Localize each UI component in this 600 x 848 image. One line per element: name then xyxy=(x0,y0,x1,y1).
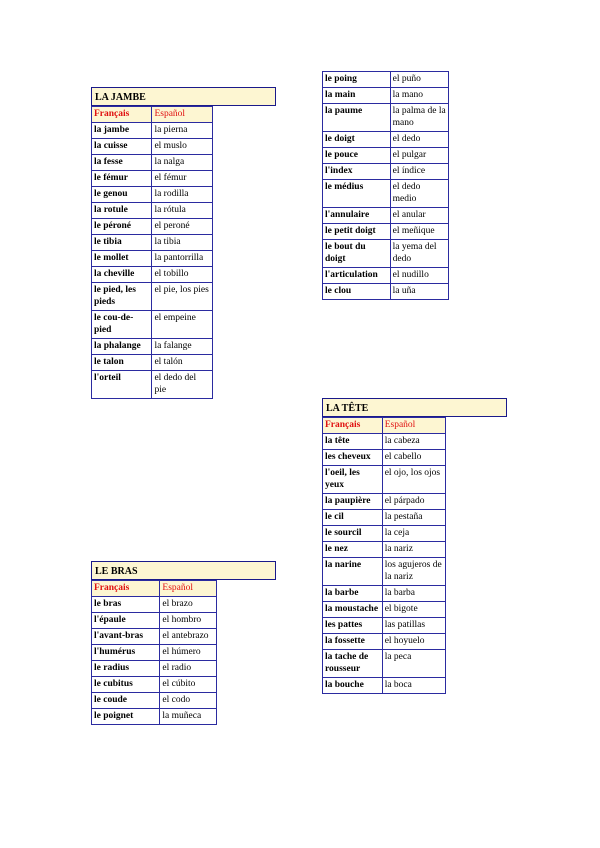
spanish-term: el peroné xyxy=(152,219,213,235)
table-row xyxy=(92,613,217,629)
french-term: le cil xyxy=(323,510,383,526)
section-title: LA JAMBE xyxy=(91,87,276,106)
french-term: la paume xyxy=(323,104,391,132)
french-term: l'humérus xyxy=(92,645,160,661)
section-tete xyxy=(322,398,507,694)
table-row xyxy=(323,450,446,466)
spanish-term: el puño xyxy=(390,72,448,88)
table-row xyxy=(323,494,446,510)
table-row xyxy=(323,586,446,602)
spanish-term: el anular xyxy=(390,208,448,224)
spanish-term: el dedo medio xyxy=(390,180,448,208)
spanish-term: el codo xyxy=(160,693,217,709)
table-row xyxy=(323,542,446,558)
table-row xyxy=(323,510,446,526)
french-term: le poing xyxy=(323,72,391,88)
spanish-term: el meñique xyxy=(390,224,448,240)
french-term: la phalange xyxy=(92,339,152,355)
spanish-term: los agujeros de la nariz xyxy=(382,558,445,586)
table-row xyxy=(323,268,449,284)
table-row xyxy=(92,219,213,235)
section-title: LE BRAS xyxy=(91,561,276,580)
french-term: l'annulaire xyxy=(323,208,391,224)
french-term: la cuisse xyxy=(92,139,152,155)
french-term: le coude xyxy=(92,693,160,709)
spanish-term: la palma de la mano xyxy=(390,104,448,132)
french-term: la tache de rousseur xyxy=(323,650,383,678)
spanish-term: el nudillo xyxy=(390,268,448,284)
table-row xyxy=(323,148,449,164)
table-row xyxy=(92,311,213,339)
french-term: le sourcil xyxy=(323,526,383,542)
table-row xyxy=(92,629,217,645)
french-term: les pattes xyxy=(323,618,383,634)
french-term: la narine xyxy=(323,558,383,586)
french-term: la barbe xyxy=(323,586,383,602)
french-term: le pouce xyxy=(323,148,391,164)
header-francais: Français xyxy=(92,581,160,597)
table-row xyxy=(92,355,213,371)
spanish-term: el índice xyxy=(390,164,448,180)
french-term: le clou xyxy=(323,284,391,300)
table-row xyxy=(92,283,213,311)
spanish-term: la barba xyxy=(382,586,445,602)
table-row xyxy=(323,208,449,224)
table-row xyxy=(323,72,449,88)
french-term: le radius xyxy=(92,661,160,677)
header-francais: Français xyxy=(323,418,383,434)
table-row xyxy=(92,155,213,171)
french-term: le cubitus xyxy=(92,677,160,693)
french-term: le talon xyxy=(92,355,152,371)
spanish-term: la falange xyxy=(152,339,213,355)
french-term: l'avant-bras xyxy=(92,629,160,645)
spanish-term: la yema del dedo xyxy=(390,240,448,268)
french-term: la main xyxy=(323,88,391,104)
french-term: l'épaule xyxy=(92,613,160,629)
vocab-table xyxy=(91,106,213,399)
spanish-term: el cúbito xyxy=(160,677,217,693)
french-term: la bouche xyxy=(323,678,383,694)
table-row xyxy=(323,240,449,268)
table-row xyxy=(323,526,446,542)
french-term: la paupière xyxy=(323,494,383,510)
spanish-term: el párpado xyxy=(382,494,445,510)
section-title: LA TÊTE xyxy=(322,398,507,417)
spanish-term: la pestaña xyxy=(382,510,445,526)
spanish-term: el pie, los pies xyxy=(152,283,213,311)
table-header-row xyxy=(323,418,446,434)
french-term: l'articulation xyxy=(323,268,391,284)
spanish-term: el radio xyxy=(160,661,217,677)
french-term: le petit doigt xyxy=(323,224,391,240)
french-term: le nez xyxy=(323,542,383,558)
french-term: la jambe xyxy=(92,123,152,139)
table-row xyxy=(92,339,213,355)
table-row xyxy=(92,139,213,155)
table-header-row xyxy=(92,107,213,123)
french-term: la cheville xyxy=(92,267,152,283)
table-row xyxy=(92,371,213,399)
spanish-term: la nariz xyxy=(382,542,445,558)
french-term: le genou xyxy=(92,187,152,203)
spanish-term: el tobillo xyxy=(152,267,213,283)
table-row xyxy=(92,661,217,677)
spanish-term: el muslo xyxy=(152,139,213,155)
table-row xyxy=(92,235,213,251)
spanish-term: el hoyuelo xyxy=(382,634,445,650)
spanish-term: la tibia xyxy=(152,235,213,251)
vocab-table xyxy=(91,580,217,725)
french-term: la moustache xyxy=(323,602,383,618)
french-term: le mollet xyxy=(92,251,152,267)
french-term: le tibia xyxy=(92,235,152,251)
french-term: le doigt xyxy=(323,132,391,148)
french-term: l'index xyxy=(323,164,391,180)
table-row xyxy=(323,678,446,694)
french-term: le pied, les pieds xyxy=(92,283,152,311)
spanish-term: el empeine xyxy=(152,311,213,339)
spanish-term: las patillas xyxy=(382,618,445,634)
table-row xyxy=(323,558,446,586)
spanish-term: el dedo xyxy=(390,132,448,148)
french-term: le poignet xyxy=(92,709,160,725)
header-francais: Français xyxy=(92,107,152,123)
table-row xyxy=(92,171,213,187)
spanish-term: la peca xyxy=(382,650,445,678)
spanish-term: el fémur xyxy=(152,171,213,187)
section-bras xyxy=(91,561,276,725)
french-term: le cou-de-pied xyxy=(92,311,152,339)
spanish-term: el pulgar xyxy=(390,148,448,164)
header-espanol: Español xyxy=(160,581,217,597)
spanish-term: el bigote xyxy=(382,602,445,618)
table-header-row xyxy=(92,581,217,597)
table-row xyxy=(92,645,217,661)
table-row xyxy=(323,466,446,494)
table-row xyxy=(323,132,449,148)
vocab-table xyxy=(322,71,449,300)
spanish-term: la ceja xyxy=(382,526,445,542)
spanish-term: el hombro xyxy=(160,613,217,629)
spanish-term: la mano xyxy=(390,88,448,104)
table-row xyxy=(92,251,213,267)
spanish-term: la pantorrilla xyxy=(152,251,213,267)
table-row xyxy=(92,267,213,283)
french-term: la fesse xyxy=(92,155,152,171)
spanish-term: el ojo, los ojos xyxy=(382,466,445,494)
table-row xyxy=(92,709,217,725)
table-row xyxy=(323,284,449,300)
table-row xyxy=(323,104,449,132)
section-main xyxy=(322,71,449,300)
spanish-term: la rótula xyxy=(152,203,213,219)
table-row xyxy=(323,88,449,104)
header-espanol: Español xyxy=(152,107,213,123)
table-row xyxy=(92,693,217,709)
table-row xyxy=(323,434,446,450)
table-row xyxy=(92,123,213,139)
french-term: le bras xyxy=(92,597,160,613)
french-term: la fossette xyxy=(323,634,383,650)
spanish-term: el húmero xyxy=(160,645,217,661)
french-term: le péroné xyxy=(92,219,152,235)
spanish-term: el antebrazo xyxy=(160,629,217,645)
table-row xyxy=(92,203,213,219)
table-row xyxy=(92,597,217,613)
french-term: les cheveux xyxy=(323,450,383,466)
header-espanol: Español xyxy=(382,418,445,434)
french-term: l'orteil xyxy=(92,371,152,399)
spanish-term: la nalga xyxy=(152,155,213,171)
table-row xyxy=(92,677,217,693)
french-term: le fémur xyxy=(92,171,152,187)
section-jambe xyxy=(91,87,276,399)
table-row xyxy=(323,650,446,678)
spanish-term: la uña xyxy=(390,284,448,300)
french-term: le médius xyxy=(323,180,391,208)
french-term: la rotule xyxy=(92,203,152,219)
french-term: l'oeil, les yeux xyxy=(323,466,383,494)
table-row xyxy=(323,164,449,180)
spanish-term: el dedo del pie xyxy=(152,371,213,399)
spanish-term: el brazo xyxy=(160,597,217,613)
spanish-term: el cabello xyxy=(382,450,445,466)
spanish-term: la pierna xyxy=(152,123,213,139)
spanish-term: la rodilla xyxy=(152,187,213,203)
vocab-table xyxy=(322,417,446,694)
spanish-term: el talón xyxy=(152,355,213,371)
french-term: le bout du doigt xyxy=(323,240,391,268)
french-term: la tête xyxy=(323,434,383,450)
table-row xyxy=(323,602,446,618)
table-row xyxy=(92,187,213,203)
spanish-term: la muñeca xyxy=(160,709,217,725)
table-row xyxy=(323,618,446,634)
spanish-term: la cabeza xyxy=(382,434,445,450)
table-row xyxy=(323,180,449,208)
spanish-term: la boca xyxy=(382,678,445,694)
table-row xyxy=(323,224,449,240)
table-row xyxy=(323,634,446,650)
